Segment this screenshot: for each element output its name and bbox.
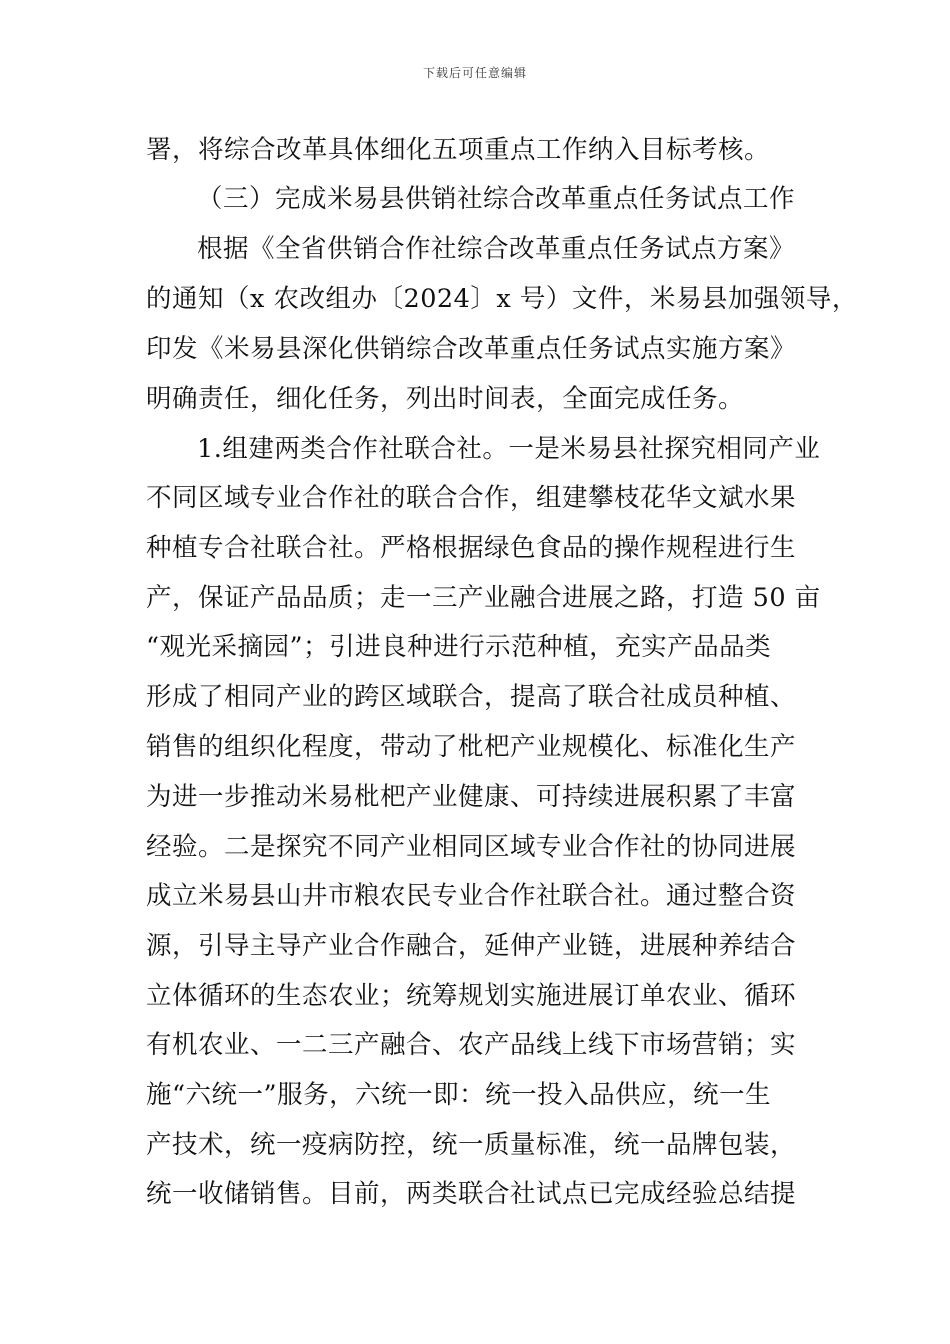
paragraph-line: 为进一步推动米易枇杷产业健康、可持续进展积累了丰富 [146, 782, 797, 812]
page-header: 下载后可任意编辑 [422, 66, 527, 80]
paragraph-line: 1.组建两类合作社联合社。一是米易县社探究相同产业 [197, 434, 821, 464]
paragraph-line: 种植专合社联合社。严格根据绿色食品的操作规程进行生 [146, 533, 797, 563]
paragraph-line: 有机农业、一二三产融合、农产品线上线下市场营销；实 [146, 1030, 797, 1060]
paragraph-line: 印发《米易县深化供销综合改革重点任务试点实施方案》 [146, 334, 797, 364]
paragraph-line: 明确责任，细化任务，列出时间表，全面完成任务。 [146, 384, 745, 414]
paragraph-line: 施“六统一”服务，六统一即：统一投入品供应，统一生 [146, 1080, 772, 1110]
paragraph-line: 销售的组织化程度，带动了枇杷产业规模化、标准化生产 [146, 732, 797, 762]
paragraph-line: 的通知（x 农改组办〔2024〕x 号）文件，米易县加强领导， [146, 284, 858, 314]
paragraph-line: 产，保证产品品质；走一三产业融合进展之路，打造 50 亩 [146, 583, 821, 613]
paragraph-line: “观光采摘园”；引进良种进行示范种植，充实产品品类 [146, 632, 772, 662]
paragraph-line: 立体循环的生态农业；统筹规划实施进展订单农业、循环 [146, 981, 797, 1011]
paragraph-line: 成立米易县山井市粮农民专业合作社联合社。通过整合资 [146, 881, 797, 911]
paragraph-line: 署，将综合改革具体细化五项重点工作纳入目标考核。 [146, 135, 771, 165]
paragraph-line: 不同区域专业合作社的联合合作，组建攀枝花华文斌水果 [146, 483, 797, 513]
paragraph-line: 产技术，统一疫病防控，统一质量标准，统一品牌包装， [146, 1130, 797, 1160]
paragraph-line: 统一收储销售。目前，两类联合社试点已完成经验总结提 [146, 1179, 797, 1209]
paragraph-line: 形成了相同产业的跨区域联合，提高了联合社成员种植、 [146, 682, 797, 712]
paragraph-line: 根据《全省供销合作社综合改革重点任务试点方案》 [197, 234, 796, 264]
paragraph-line: 经验。二是探究不同产业相同区域专业合作社的协同进展 [146, 832, 797, 862]
paragraph-line: 源，引导主导产业合作融合，延伸产业链，进展种养结合 [146, 931, 797, 961]
section-heading: （三）完成米易县供销社综合改革重点任务试点工作 [197, 184, 796, 214]
